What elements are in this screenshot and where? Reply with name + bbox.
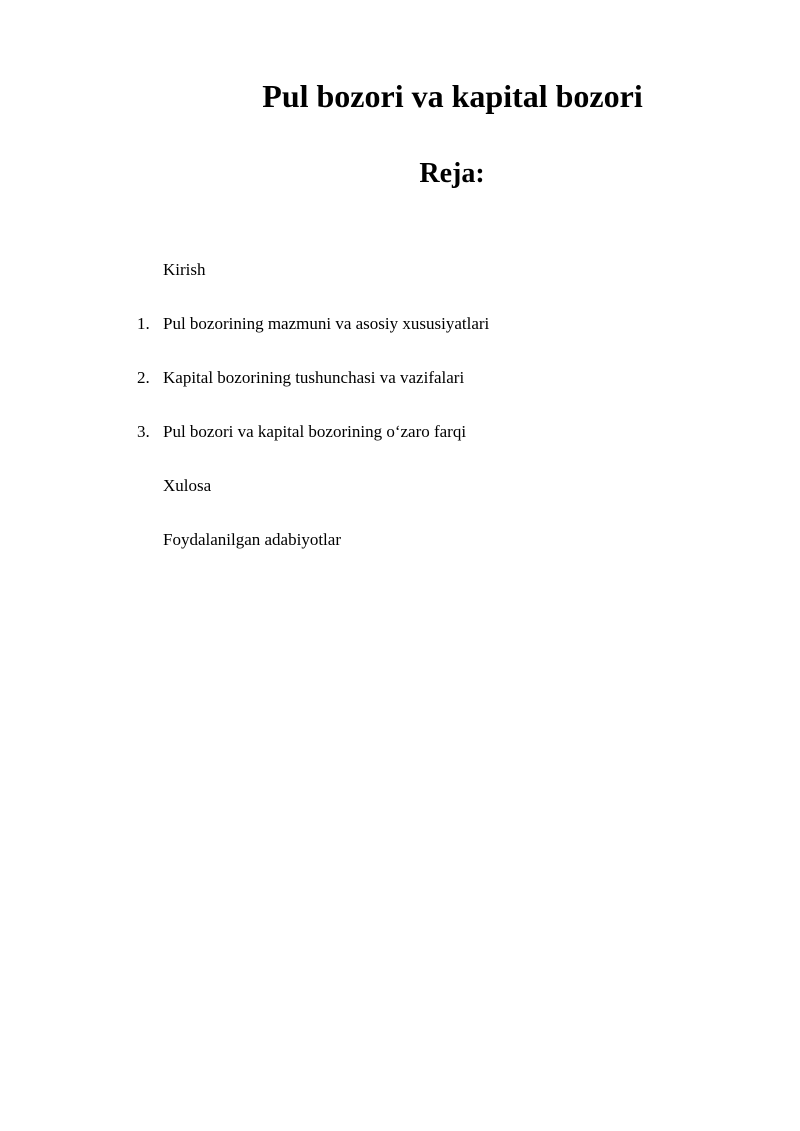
toc-item-conclusion	[0, 474, 800, 498]
toc-item-text: Kapital bozorining tushunchasi va vazifalari	[163, 368, 465, 387]
toc-item-text: Foydalanilgan adabiyotlar	[163, 530, 341, 549]
toc-item-number: 3.	[137, 422, 150, 441]
toc-item-text: Xulosa	[163, 476, 212, 495]
toc-item-3	[0, 420, 800, 444]
toc-item-number: 2.	[137, 368, 150, 387]
toc-item-2	[0, 366, 800, 390]
document-title: Pul bozori va kapital bozori	[262, 78, 643, 114]
toc-item-introduction	[0, 258, 800, 282]
plan-heading: Reja:	[419, 158, 485, 189]
toc-item-text: Pul bozori va kapital bozorining o‘zaro farqi	[163, 422, 467, 441]
toc-item-references	[0, 528, 800, 552]
toc-item-number: 1.	[137, 314, 150, 333]
toc-item-text: Kirish	[163, 260, 206, 279]
toc-item-text: Pul bozorining mazmuni va asosiy xususiyatlari	[163, 314, 490, 333]
toc-item-1	[0, 312, 800, 336]
